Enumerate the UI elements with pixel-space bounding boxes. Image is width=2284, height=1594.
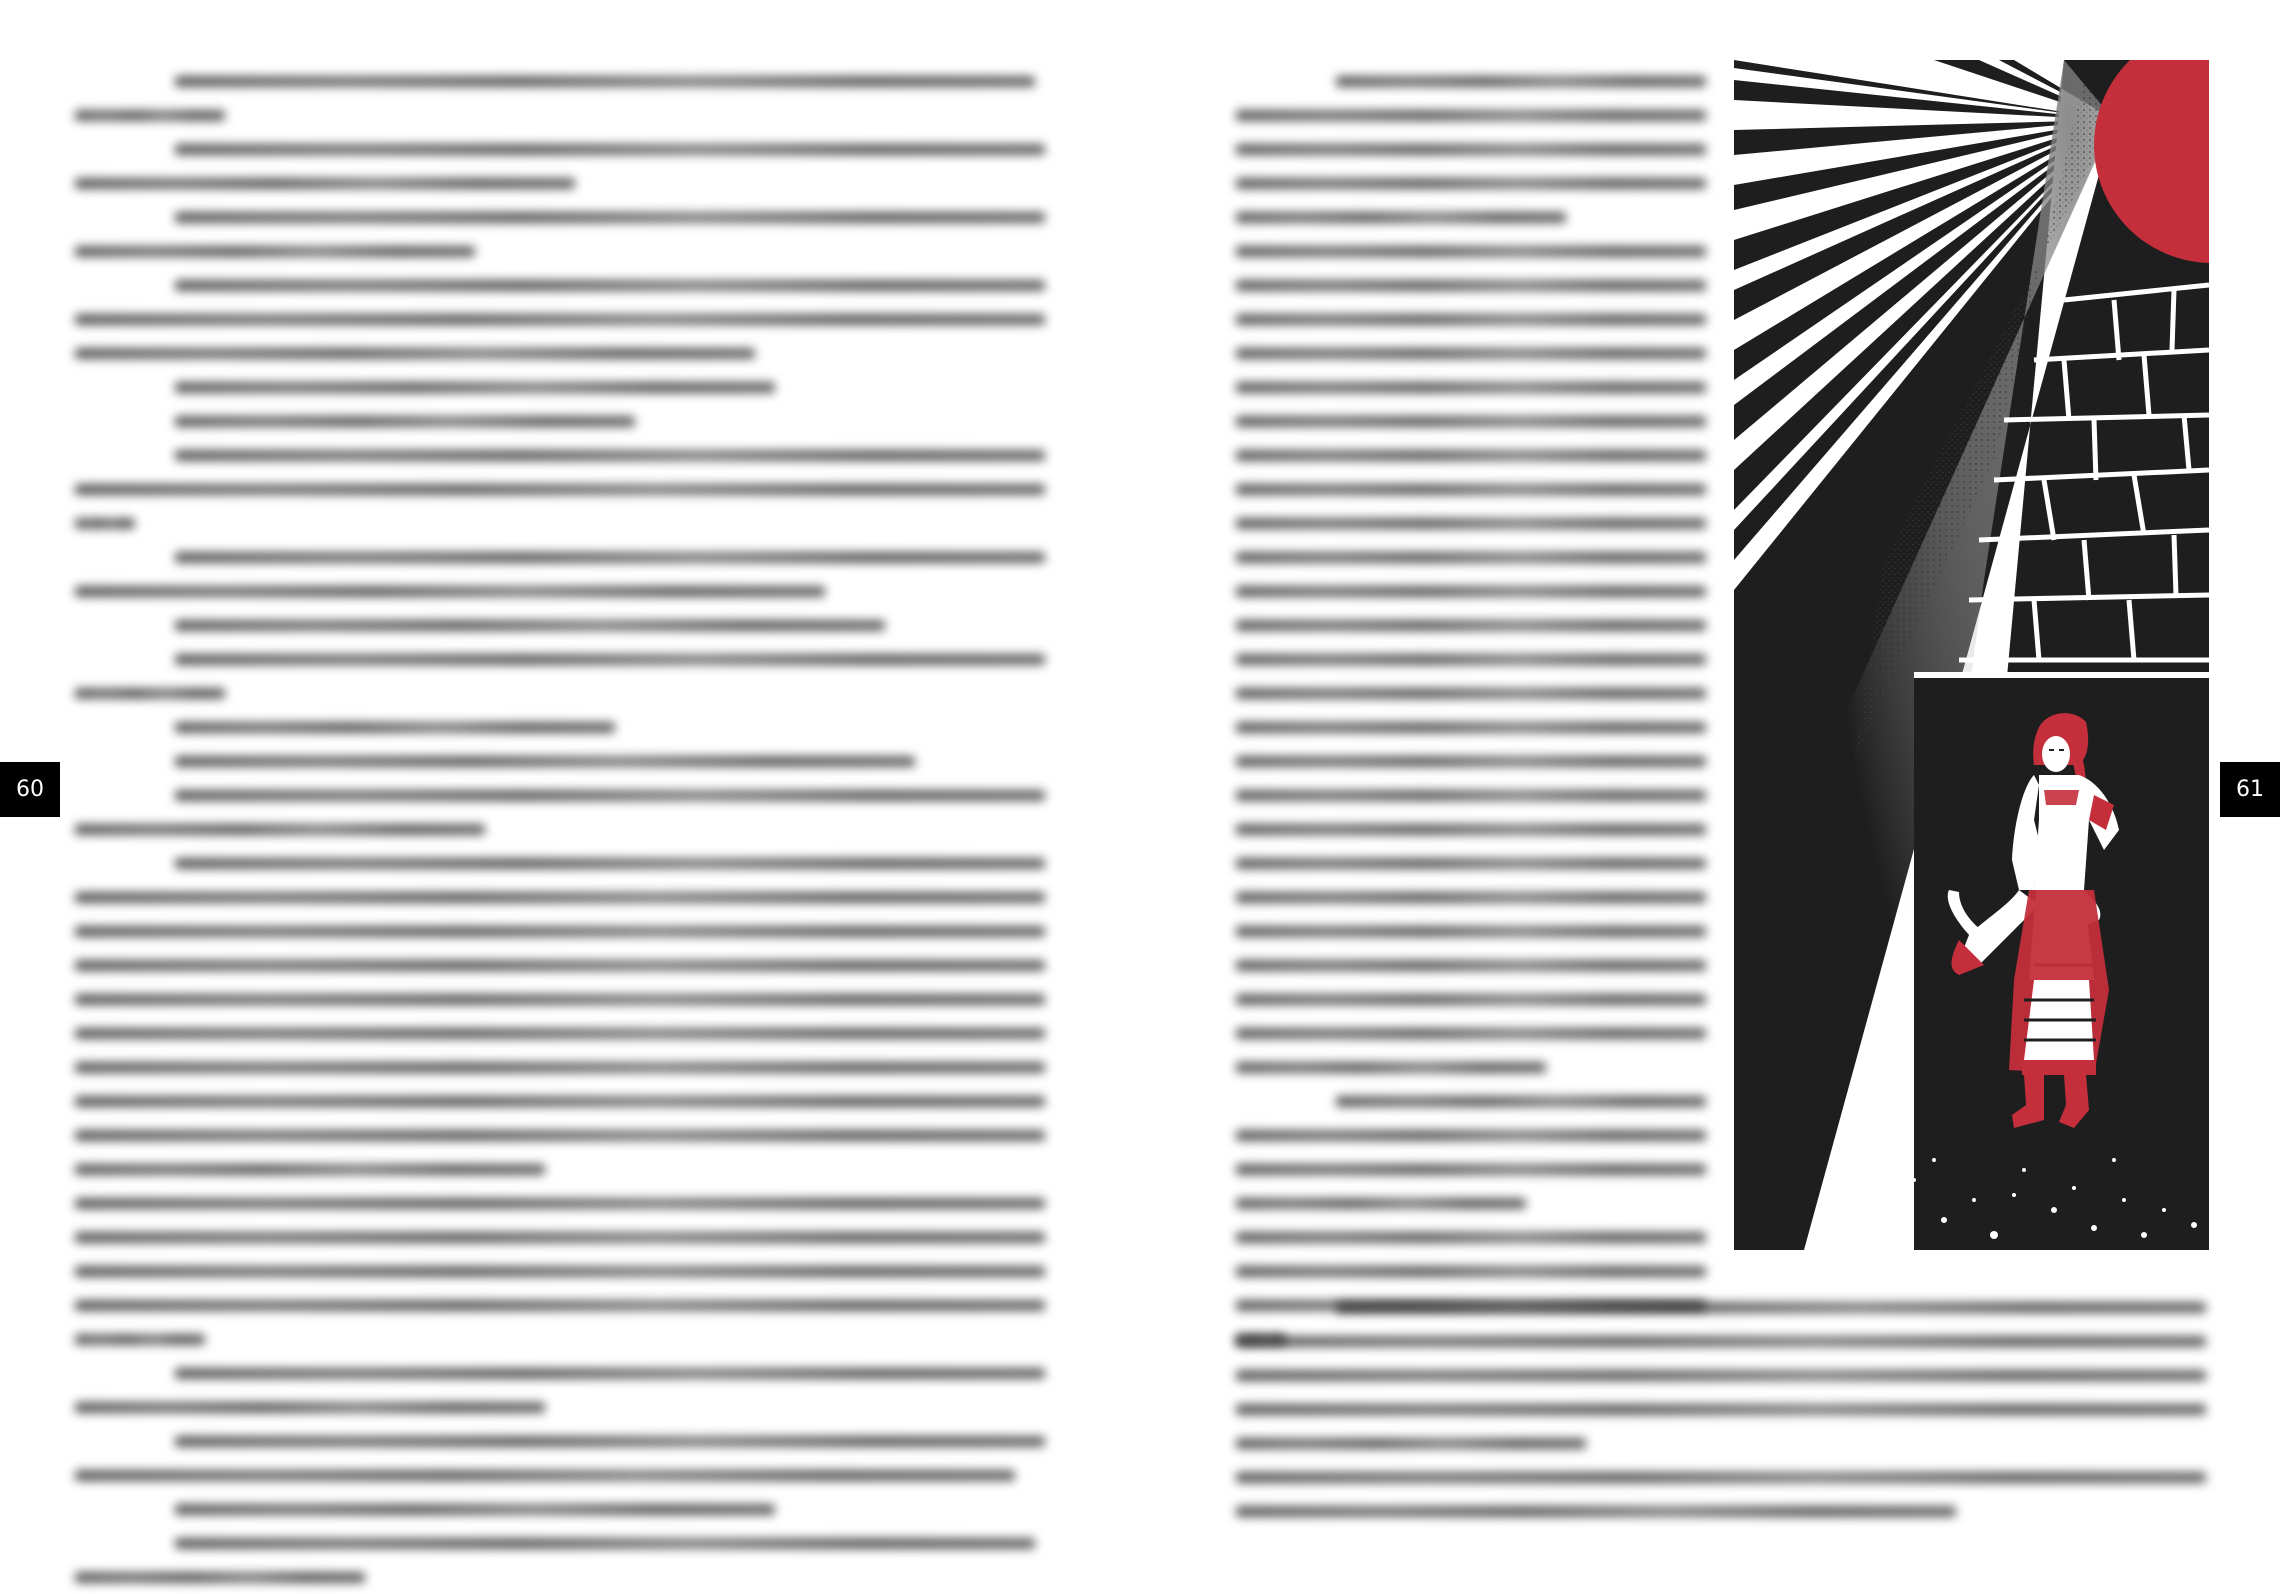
text-line xyxy=(1236,710,1706,744)
text-line xyxy=(1236,200,1706,234)
text-line xyxy=(1236,234,1706,268)
text-line xyxy=(1236,370,1706,404)
text-line xyxy=(1236,608,1706,642)
text-line xyxy=(75,1322,1050,1356)
text-line xyxy=(1236,540,1706,574)
text-line xyxy=(75,1356,1050,1390)
text-line xyxy=(1236,336,1706,370)
text-line xyxy=(1236,914,1706,948)
text-line xyxy=(75,302,1050,336)
text-line xyxy=(1236,1494,2211,1528)
text-line xyxy=(75,642,1050,676)
text-line xyxy=(1236,268,1706,302)
text-line xyxy=(1236,812,1706,846)
text-line xyxy=(1236,506,1706,540)
text-line xyxy=(1236,574,1706,608)
text-line xyxy=(75,1186,1050,1220)
text-line xyxy=(75,438,1050,472)
text-line xyxy=(1236,64,1706,98)
text-line xyxy=(75,1118,1050,1152)
text-line xyxy=(1236,948,1706,982)
text-line xyxy=(75,1220,1050,1254)
text-line xyxy=(1236,302,1706,336)
text-line xyxy=(75,506,1050,540)
text-line xyxy=(75,268,1050,302)
left-text-block xyxy=(75,64,1050,1594)
text-line xyxy=(75,404,1050,438)
text-line xyxy=(75,540,1050,574)
text-line xyxy=(1236,166,1706,200)
text-line xyxy=(1236,778,1706,812)
text-line xyxy=(75,132,1050,166)
text-line xyxy=(75,1492,1050,1526)
text-line xyxy=(75,336,1050,370)
text-line xyxy=(75,812,1050,846)
text-line xyxy=(75,880,1050,914)
text-line xyxy=(75,64,1050,98)
text-line xyxy=(1236,1460,2211,1494)
text-line xyxy=(75,1390,1050,1424)
right-bottom-text xyxy=(1236,1290,2211,1528)
text-line xyxy=(75,676,1050,710)
text-line xyxy=(75,1152,1050,1186)
text-line xyxy=(1236,982,1706,1016)
text-line xyxy=(75,1288,1050,1322)
text-line xyxy=(1236,1290,2211,1324)
text-line xyxy=(75,1526,1050,1560)
text-line xyxy=(75,1424,1050,1458)
text-line xyxy=(1236,1426,2211,1460)
text-line xyxy=(75,1560,1050,1594)
text-line xyxy=(1236,404,1706,438)
text-line xyxy=(1236,438,1706,472)
right-column-text xyxy=(1236,64,1706,1356)
text-line xyxy=(1236,1392,2211,1426)
text-line xyxy=(75,744,1050,778)
text-line xyxy=(75,472,1050,506)
text-line xyxy=(1236,880,1706,914)
text-line xyxy=(75,98,1050,132)
text-line xyxy=(75,200,1050,234)
text-line xyxy=(75,608,1050,642)
text-line xyxy=(1236,1186,1706,1220)
text-line xyxy=(75,948,1050,982)
text-line xyxy=(1236,642,1706,676)
text-line xyxy=(75,574,1050,608)
text-line xyxy=(75,710,1050,744)
text-line xyxy=(1236,1324,2211,1358)
text-line xyxy=(75,1084,1050,1118)
text-line xyxy=(1236,1016,1706,1050)
text-line xyxy=(75,1016,1050,1050)
text-line xyxy=(1236,1152,1706,1186)
text-line xyxy=(75,234,1050,268)
woman-in-doorway-illustration xyxy=(1734,60,2209,1250)
text-line xyxy=(75,1254,1050,1288)
text-line xyxy=(1236,1084,1706,1118)
text-line xyxy=(1236,1118,1706,1152)
text-line xyxy=(75,1458,1050,1492)
text-line xyxy=(75,166,1050,200)
text-line xyxy=(75,1050,1050,1084)
text-line xyxy=(1236,744,1706,778)
text-line xyxy=(1236,132,1706,166)
text-line xyxy=(1236,1220,1706,1254)
text-line xyxy=(75,370,1050,404)
text-line xyxy=(1236,472,1706,506)
left-page xyxy=(0,0,1142,1575)
text-line xyxy=(1236,1254,1706,1288)
text-line xyxy=(1236,1050,1706,1084)
text-line xyxy=(1236,1358,2211,1392)
page-number-left: 60 xyxy=(0,762,60,817)
text-line xyxy=(75,982,1050,1016)
text-line xyxy=(1236,676,1706,710)
text-line xyxy=(75,846,1050,880)
text-line xyxy=(1236,846,1706,880)
text-line xyxy=(1236,98,1706,132)
text-line xyxy=(75,914,1050,948)
text-line xyxy=(75,778,1050,812)
page-number-right: 61 xyxy=(2220,762,2280,817)
